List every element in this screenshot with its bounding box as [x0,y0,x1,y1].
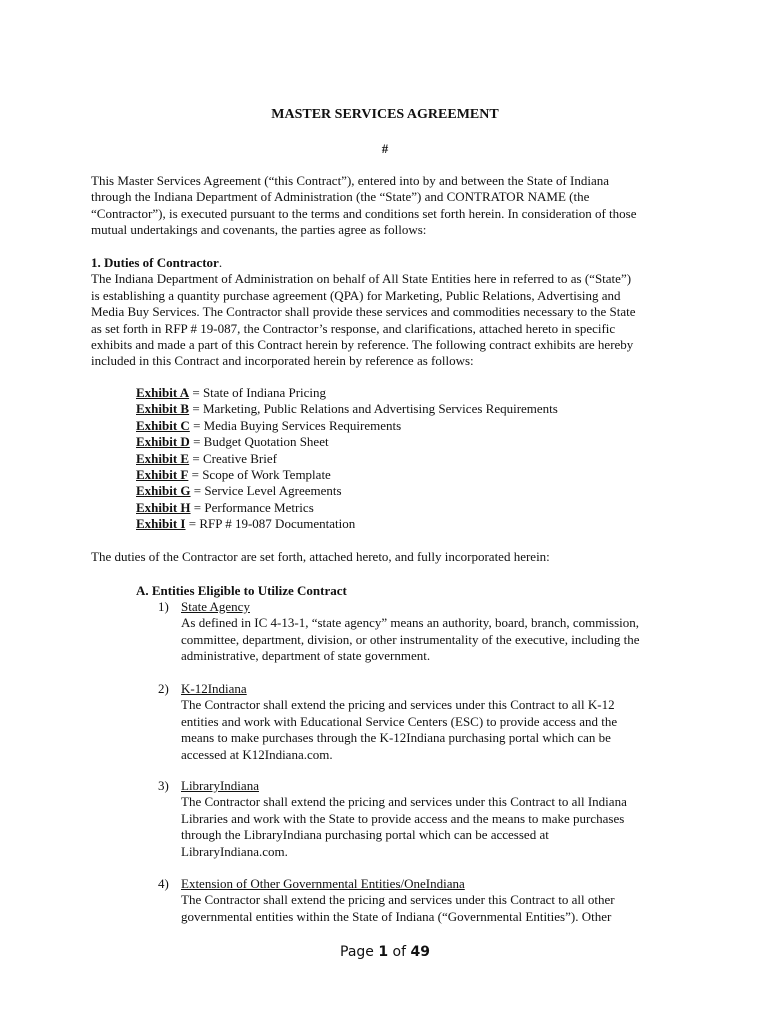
item-line: The Contractor shall extend the pricing and services under this Contract to all K-12 [181,697,615,713]
exhibit-label: Exhibit H [136,499,191,515]
of-word: of [388,944,411,960]
section-1-line: included in this Contract and incorporated herein by reference as follows: [91,353,474,369]
exhibit-description: = Marketing, Public Relations and Advertising Services Requirements [189,401,558,417]
section-1 [91,255,636,370]
section-1-line: is establishing a quantity purchase agreement (QPA) for Marketing, Public Relations, Advertising and [91,287,621,303]
item-number: 1) [158,599,169,614]
item-number: 2) [158,681,169,696]
intro-line: This Master Services Agreement (“this Contract”), entered into by and between the State of Indiana [91,173,610,188]
entity-item-other-governmental [181,876,615,925]
item-title: LibraryIndiana [181,778,259,793]
exhibit-description: = Budget Quotation Sheet [189,434,329,450]
item-line: Libraries and work with the State to provide access and the means to make purchases [181,810,625,826]
section-1-heading-suffix: . [218,255,223,270]
exhibit-item [136,418,558,434]
exhibit-description: = Scope of Work Template [188,466,331,482]
section-a-heading: A. Entities Eligible to Utilize Contract [136,583,347,598]
exhibit-label: Exhibit B [136,401,190,417]
item-line: As defined in IC 4-13-1, “state agency” means an authority, board, branch, commission, [181,615,639,631]
section-1-heading [91,255,636,271]
item-line: accessed at K12Indiana.com. [181,746,333,762]
intro-line: through the Indiana Department of Administration (the “State”) and CONTRATOR NAME (the [91,189,590,205]
exhibit-description: = State of Indiana Pricing [189,385,327,400]
exhibit-description: = Creative Brief [189,450,277,466]
intro-paragraph [91,173,636,239]
item-title: State Agency [181,599,250,614]
exhibit-item [136,483,558,499]
section-1-heading-text: 1. Duties of Contractor [91,255,219,270]
exhibit-label: Exhibit G [136,483,191,499]
exhibit-label: Exhibit A [136,385,190,400]
entity-item-state-agency [181,599,640,665]
exhibit-description: = Service Level Agreements [190,483,342,499]
total-page-count: 49 [410,944,430,960]
item-line: administrative, department of state government. [181,648,431,664]
section-1-line: exhibits and made a part of this Contract herein by reference. The following contract exhibits are hereby [91,336,634,352]
entity-item-k12indiana [181,681,617,763]
intro-line: “Contractor”), is executed pursuant to the terms and conditions set forth herein. In consideration of those [91,205,637,221]
current-page-number: 1 [378,944,389,960]
exhibit-item [136,385,558,401]
exhibit-item [136,467,558,483]
exhibit-list [136,385,558,533]
exhibit-label: Exhibit C [136,417,190,433]
exhibit-label: Exhibit E [136,450,190,466]
exhibit-label: Exhibit D [136,434,190,450]
contract-number: # [381,141,389,156]
page-footer [0,944,770,960]
item-line: through the LibraryIndiana purchasing portal which can be accessed at [181,827,549,843]
item-line: governmental entities within the State of Indiana (“Governmental Entities”). Other [181,908,612,924]
document-title: MASTER SERVICES AGREEMENT [271,107,499,122]
item-number: 4) [158,876,169,891]
item-line: entities and work with Educational Service Centers (ESC) to provide access and the [181,713,618,729]
item-line: The Contractor shall extend the pricing and services under this Contract to all other [181,892,615,908]
section-1-line: The Indiana Department of Administration on behalf of All State Entities here in referred to as (“State”) [91,271,632,287]
item-line: means to make purchases through the K-12Indiana purchasing portal which can be [181,730,611,746]
exhibit-item [136,451,558,467]
section-1-line: as set forth in RFP # 19-087, the Contractor’s response, and clarifications, attached hereto in specific [91,320,616,336]
exhibit-item [136,434,558,450]
entity-item-libraryindiana [181,778,627,860]
item-title: Extension of Other Governmental Entities/OneIndiana [181,876,465,891]
page-word: Page [340,944,379,960]
exhibit-item [136,500,558,516]
exhibit-description: = Media Buying Services Requirements [189,417,402,433]
intro-line: mutual undertakings and covenants, the parties agree as follows: [91,222,427,238]
exhibit-label: Exhibit I [136,516,186,532]
exhibit-description: = RFP # 19-087 Documentation [185,516,356,532]
section-1-line: Media Buy Services. The Contractor shall provide these services and commodities necessary to the State [91,304,636,320]
item-line: LibraryIndiana.com. [181,843,288,859]
item-line: The Contractor shall extend the pricing and services under this Contract to all Indiana [181,794,627,810]
exhibit-item [136,516,558,532]
exhibit-label: Exhibit F [136,466,189,482]
exhibit-description: = Performance Metrics [190,499,314,515]
duties-line: The duties of the Contractor are set forth, attached hereto, and fully incorporated herein: [91,549,550,564]
item-line: committee, department, division, or other instrumentality of the executive, including the [181,631,640,647]
item-number: 3) [158,778,169,793]
item-title: K-12Indiana [181,681,247,696]
exhibit-item [136,401,558,417]
